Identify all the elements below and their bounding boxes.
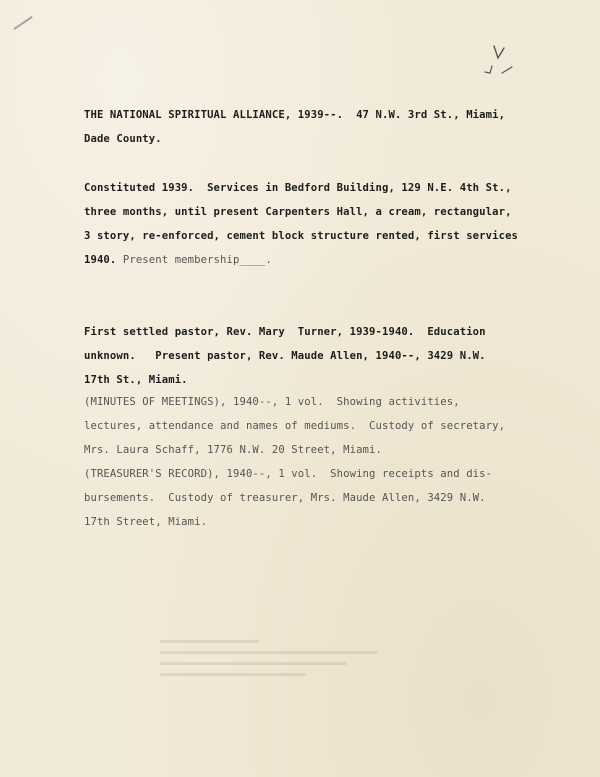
paragraph-2-line-3: 17th St., Miami. — [84, 374, 188, 386]
paragraph-3-line-3: Mrs. Laura Schaff, 1776 N.W. 20 Street, Miami. — [84, 444, 382, 456]
ghost-line — [160, 673, 306, 676]
paragraph-3-line-6: 17th Street, Miami. — [84, 516, 208, 528]
paragraph-2-line-2: unknown. Present pastor, Rev. Maude Allen, 1940--, 3429 N.W. — [84, 350, 486, 362]
paragraph-3-line-4: (TREASURER'S RECORD), 1940--, 1 vol. Showing receipts and dis- — [84, 468, 493, 480]
ghost-line — [160, 640, 259, 643]
ghost-line — [160, 651, 378, 654]
paragraph-3-line-2: lectures, attendance and names of mediums. Custody of secretary, — [84, 420, 506, 432]
paragraph-1-line-1: Constituted 1939. Services in Bedford Building, 129 N.E. 4th St., — [84, 182, 512, 194]
pencil-mark — [13, 16, 32, 30]
paragraph-1-line-2: three months, until present Carpenters Hall, a cream, rectangular, — [84, 206, 512, 218]
paragraph-1-line-4 — [84, 248, 272, 272]
paragraph-2-line-1: First settled pastor, Rev. Mary Turner, 1939-1940. Education — [84, 326, 486, 338]
paragraph-1-line-4-bold: 1940. — [84, 254, 117, 266]
paragraph-1-line-3: 3 story, re-enforced, cement block structure rented, first services — [84, 230, 519, 242]
paragraph-1-line-4-light: Present membership____. — [116, 254, 272, 266]
title-line-1: THE NATIONAL SPIRITUAL ALLIANCE, 1939--. 47 N.W. 3rd St., Miami, — [84, 109, 506, 121]
title-line-2: Dade County. — [84, 133, 162, 145]
checkmark-annotation — [482, 42, 522, 84]
faint-ghost-text — [160, 632, 420, 698]
ghost-line — [160, 662, 347, 665]
paragraph-3-line-5: bursements. Custody of treasurer, Mrs. Maude Allen, 3429 N.W. — [84, 492, 486, 504]
paragraph-3-line-1: (MINUTES OF MEETINGS), 1940--, 1 vol. Showing activities, — [84, 396, 460, 408]
